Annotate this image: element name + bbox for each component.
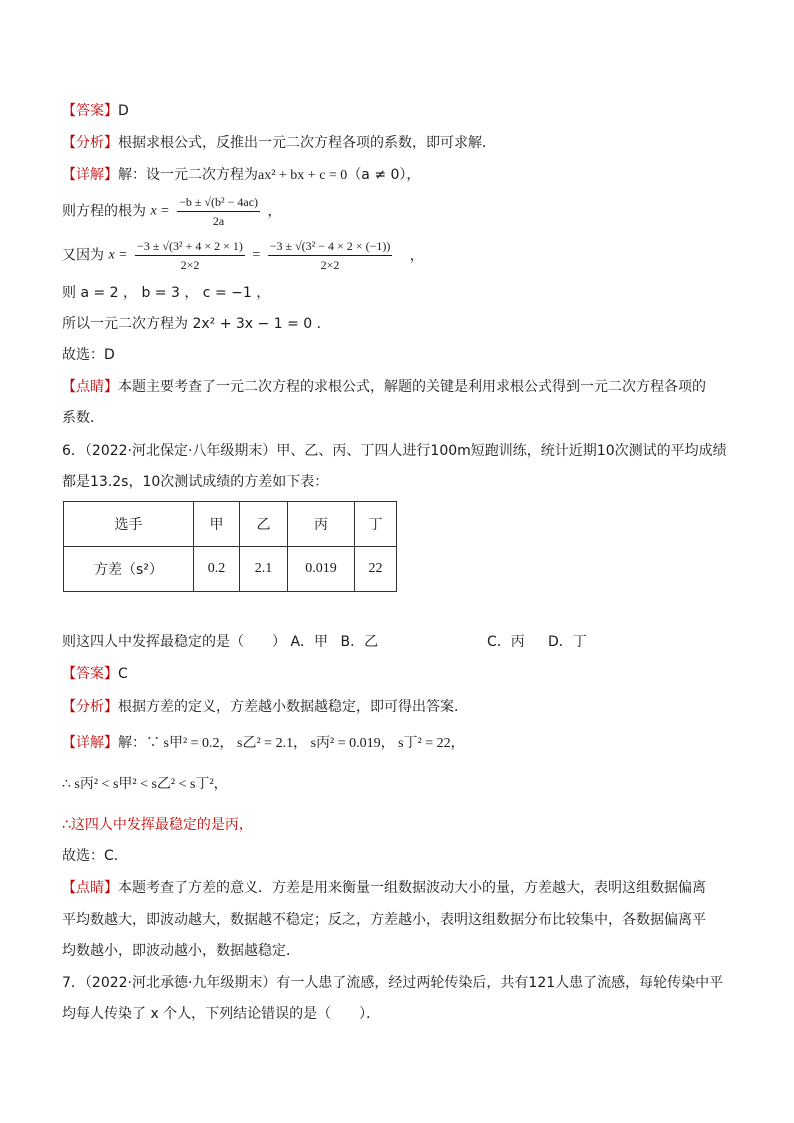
answer-line bbox=[62, 664, 128, 684]
question-6-ask: 则这四人中发挥最稳定的是（ ） bbox=[62, 634, 286, 650]
comment-text-2: 平均数越大，即波动越大，数据越不稳定；反之，方差越小，表明这组数据分布比较集中，各数据偏离平 bbox=[62, 912, 706, 928]
comment-text-3: 均数越小，即波动越小，数据越稳定． bbox=[62, 943, 300, 959]
table-cell: 0.019 bbox=[288, 547, 355, 592]
root-formula-line bbox=[62, 194, 281, 229]
also-suffix: ， bbox=[409, 247, 424, 264]
detail-intro: 解：设一元二次方程为 bbox=[118, 167, 258, 183]
root-denominator: 2a bbox=[212, 214, 225, 228]
detail-tag: 【详解】 bbox=[62, 735, 118, 751]
choose-line: 故选：D bbox=[62, 347, 115, 363]
fraction-1-numerator: −3 ± √(3² + 4 × 2 × 1) bbox=[135, 238, 245, 256]
fraction-2-denominator: 2×2 bbox=[320, 258, 340, 272]
comment-tag: 【点睛】 bbox=[62, 379, 118, 395]
table-cell: 22 bbox=[355, 547, 397, 592]
table-header-cell: 丁 bbox=[355, 502, 397, 547]
general-equation: ax² + bx + c = 0 bbox=[258, 168, 348, 183]
answer-line bbox=[62, 101, 129, 121]
question-7-line-1: 7．（2022·河北承德·九年级期末）有一人患了流感，经过两轮传染后，共有121人患了流感，每轮传染中平 bbox=[62, 975, 724, 991]
fraction-2-numerator: −3 ± √(3² − 4 × 2 × (−1)) bbox=[268, 238, 393, 256]
question-7-line-2: 均每人传染了 x 个人，下列结论错误的是（ ）． bbox=[62, 1006, 381, 1022]
detail-tag: 【详解】 bbox=[62, 167, 118, 183]
answer-tag: 【答案】 bbox=[62, 666, 118, 682]
table-cell: 2.1 bbox=[240, 547, 288, 592]
table-header-row bbox=[64, 502, 397, 547]
comment-text-1: 本题主要考查了一元二次方程的求根公式，解题的关键是利用求根公式得到一元二次方程各项的 bbox=[118, 379, 706, 395]
analysis-line bbox=[62, 697, 468, 717]
question-6-line-2: 都是13.2s，10次测试成绩的方差如下表： bbox=[62, 474, 329, 490]
answer-value: D bbox=[118, 103, 129, 119]
variance-comparison: ∴ s丙² < s甲² < s乙² < s丁²， bbox=[62, 777, 228, 792]
option-a: A．甲 bbox=[290, 634, 329, 650]
detail-line bbox=[62, 733, 465, 754]
option-b: B．乙 bbox=[340, 634, 379, 650]
analysis-tag: 【分析】 bbox=[62, 135, 118, 151]
answer-tag: 【答案】 bbox=[62, 103, 118, 119]
analysis-text: 根据求根公式，反推出一元二次方程各项的系数，即可求解． bbox=[118, 135, 496, 151]
comment-text-2: 系数． bbox=[62, 410, 104, 426]
comment-text-1: 本题考查了方差的意义．方差是用来衡量一组数据波动大小的量，方差越大，表明这组数据偏离 bbox=[118, 880, 706, 896]
detail-line bbox=[62, 165, 420, 186]
also-prefix: 又因为 bbox=[62, 247, 104, 264]
table-header-cell: 选手 bbox=[64, 502, 194, 547]
comment-tag: 【点睛】 bbox=[62, 880, 118, 896]
fraction-1 bbox=[135, 238, 245, 273]
root-numerator: −b ± √(b² − 4ac) bbox=[177, 194, 260, 212]
table-row bbox=[64, 547, 397, 592]
fraction-1-denominator: 2×2 bbox=[180, 258, 200, 272]
option-d: D．丁 bbox=[548, 634, 587, 650]
analysis-tag: 【分析】 bbox=[62, 699, 118, 715]
conclusion-line: ∴这四人中发挥最稳定的是丙， bbox=[62, 817, 253, 833]
fraction-2 bbox=[268, 238, 393, 273]
table-header-cell: 丙 bbox=[288, 502, 355, 547]
root-suffix: ， bbox=[267, 203, 282, 220]
variance-values: 解：∵ s甲² = 0.2， s乙² = 2.1， s丙² = 0.019， s丁² = 22， bbox=[118, 736, 465, 751]
analysis-text: 根据方差的定义，方差越小数据越稳定，即可得出答案． bbox=[118, 699, 468, 715]
table-row-label: 方差（s²） bbox=[64, 547, 194, 592]
comment-line bbox=[62, 878, 706, 898]
root-lhs: x = bbox=[150, 203, 170, 219]
question-6-ask-line bbox=[62, 632, 378, 652]
equals-sign: = bbox=[252, 247, 261, 263]
coefficient-line: 则 a = 2 ， b = 3 ， c = −1 ， bbox=[62, 285, 271, 301]
analysis-line bbox=[62, 133, 496, 153]
answer-value: C bbox=[118, 666, 128, 682]
variance-table bbox=[63, 501, 397, 592]
question-6-line-1: 6．（2022·河北保定·八年级期末）甲、乙、丙、丁四人进行100m短跑训练，统计近期10次测试的平均成绩 bbox=[62, 443, 727, 459]
option-c: C．丙 bbox=[487, 634, 525, 650]
table-header-cell: 甲 bbox=[194, 502, 240, 547]
also-lhs: x = bbox=[108, 247, 128, 263]
root-prefix: 则方程的根为 bbox=[62, 203, 146, 220]
equation-condition: （a ≠ 0）， bbox=[347, 167, 421, 183]
substituted-formula-line bbox=[62, 238, 424, 273]
result-equation-line: 所以一元二次方程为 2x² + 3x − 1 = 0 ． bbox=[62, 316, 331, 332]
comment-line bbox=[62, 377, 706, 397]
root-fraction bbox=[177, 194, 260, 229]
table-header-cell: 乙 bbox=[240, 502, 288, 547]
table-cell: 0.2 bbox=[194, 547, 240, 592]
choose-line: 故选：C． bbox=[62, 848, 128, 864]
